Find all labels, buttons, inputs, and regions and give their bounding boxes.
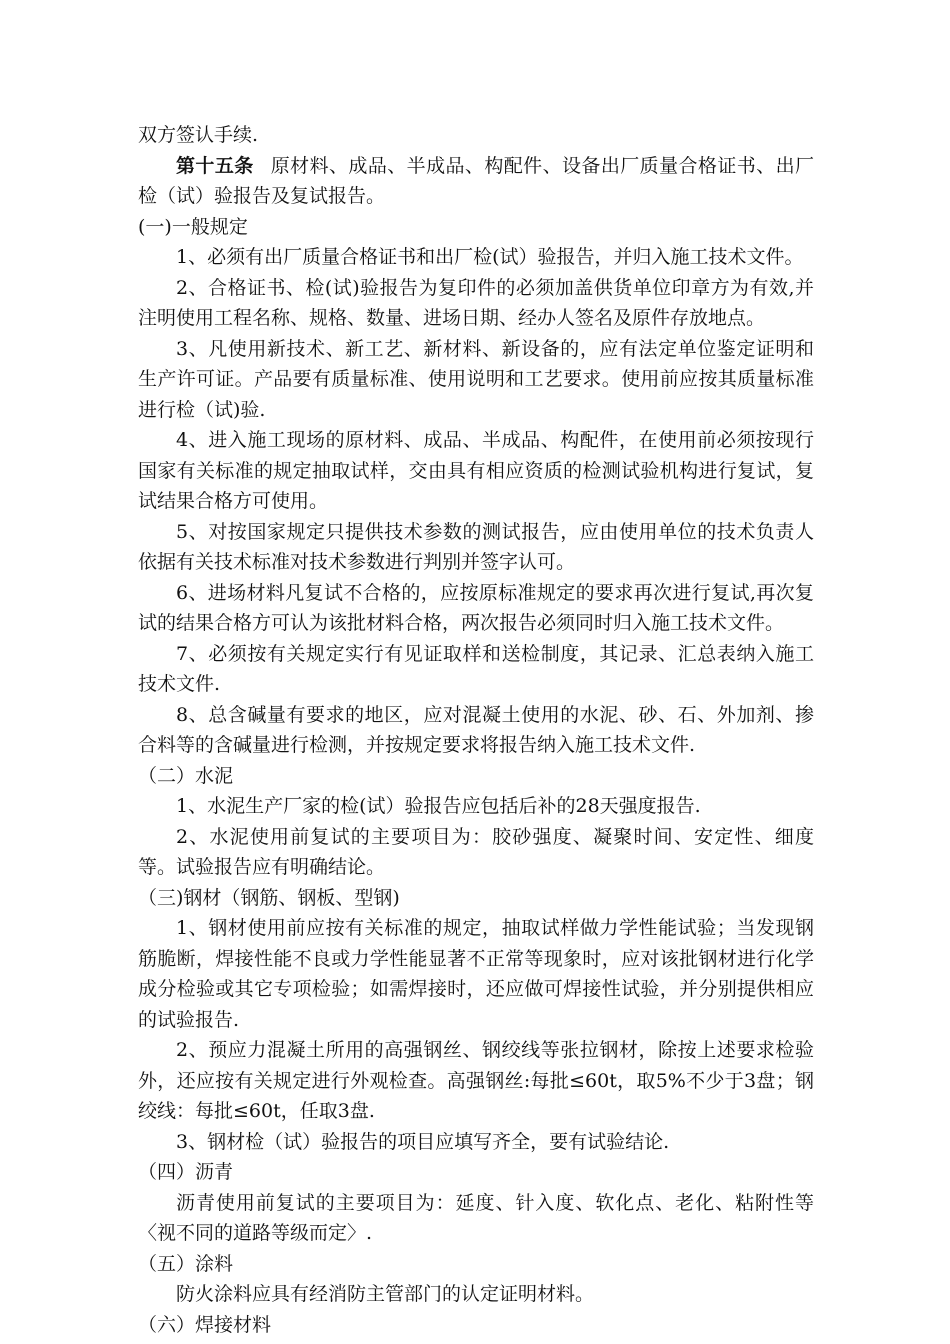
article-paragraph — [138, 151, 814, 212]
paragraph: 2、预应力混凝土所用的高强钢丝、钢绞线等张拉钢材，除按上述要求检验外，还应按有关规定进行外观检查。高强钢丝:每批≤60t，取5%不少于3盘；钢绞线：每批≤60t，任取3盘. — [138, 1039, 814, 1122]
paragraph: 3、凡使用新技术、新工艺、新材料、新设备的，应有法定单位鉴定证明和生产许可证。产品要有质量标准、使用说明和工艺要求。使用前应按其质量标准进行检（试)验. — [138, 337, 814, 421]
paragraph: 双方签认手续. — [138, 124, 259, 146]
paragraph: 7、必须按有关规定实行有见证取样和送检制度，其记录、汇总表纳入施工技术文件. — [138, 642, 814, 695]
section-heading: (一)一般规定 — [138, 215, 248, 238]
paragraph: 沥青使用前复试的主要项目为：延度、针入度、软化点、老化、粘附性等〈视不同的道路等级而定〉. — [138, 1191, 814, 1244]
paragraph: 2、水泥使用前复试的主要项目为：胶砂强度、凝聚时间、安定性、细度等。试验报告应有明确结论。 — [138, 825, 814, 878]
paragraph: 3、钢材检（试）验报告的项目应填写齐全，要有试验结论. — [176, 1130, 670, 1153]
article-label: 第十五条 — [176, 154, 254, 177]
paragraph: 6、进场材料凡复试不合格的，应按原标准规定的要求再次进行复试,再次复试的结果合格方可认为该批材料合格，两次报告必须同时归入施工技术文件。 — [138, 581, 814, 634]
paragraph: 1、必须有出厂质量合格证书和出厂检(试）验报告，并归入施工技术文件。 — [176, 246, 804, 268]
section-heading: （六）焊接材料 — [138, 1313, 272, 1336]
section-heading: （二）水泥 — [138, 764, 234, 787]
section-heading: （五）涂料 — [138, 1252, 234, 1275]
paragraph: 1、水泥生产厂家的检(试）验报告应包括后补的28天强度报告. — [176, 795, 701, 817]
paragraph: 1、钢材使用前应按有关标准的规定，抽取试样做力学性能试验；当发现钢筋脆断，焊接性能不良或力学性能显著不正常等现象时，应对该批钢材进行化学成分检验或其它专项检验；如需焊接时，还应做可焊接性试验，并分别提供相应的试验报告. — [138, 917, 814, 1031]
document-body — [138, 120, 814, 1340]
section-heading: （四）沥青 — [138, 1161, 234, 1183]
paragraph: 2、合格证书、检(试)验报告为复印件的必须加盖供货单位印章方为有效,并注明使用工程名称、规格、数量、进场日期、经办人签名及原件存放地点。 — [138, 276, 814, 329]
paragraph: 4、进入施工现场的原材料、成品、半成品、构配件，在使用前必须按现行国家有关标准的规定抽取试样，交由具有相应资质的检测试验机构进行复试，复试结果合格方可使用。 — [138, 429, 814, 512]
paragraph: 防火涂料应具有经消防主管部门的认定证明材料。 — [176, 1283, 595, 1305]
section-heading: （三)钢材（钢筋、钢板、型钢) — [138, 886, 400, 909]
paragraph: 8、总含碱量有要求的地区，应对混凝土使用的水泥、砂、石、外加剂、掺合料等的含碱量进行检测，并按规定要求将报告纳入施工技术文件. — [138, 703, 814, 756]
paragraph: 5、对按国家规定只提供技术参数的测试报告，应由使用单位的技术负责人依据有关技术标准对技术参数进行判别并签字认可。 — [138, 520, 814, 573]
article-text: 原材料、成品、半成品、构配件、设备出厂质量合格证书、出厂检（试）验报告及复试报告。 — [138, 154, 814, 207]
